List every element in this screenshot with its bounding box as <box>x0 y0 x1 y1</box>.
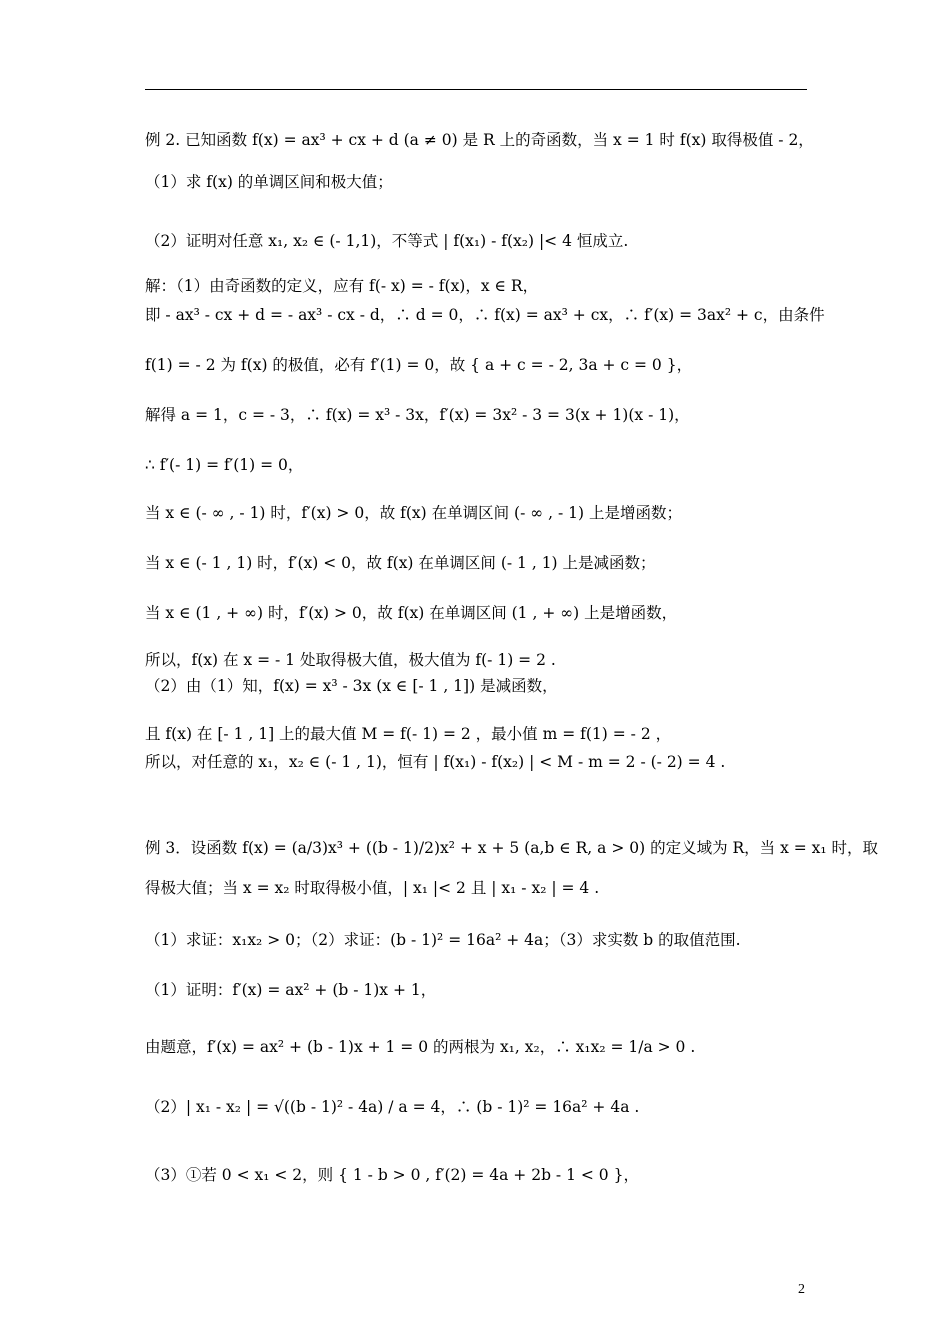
text-line-l20: 由题意，f′(x) = ax² + (b - 1)x + 1 = 0 的两根为 x₁, x₂，∴ x₁x₂ = 1/a > 0 . <box>145 1038 696 1056</box>
text-line-l15: 所以，对任意的 x₁，x₂ ∈ (- 1 , 1)，恒有 | f(x₁) - f(x₂) | < M - m = 2 - (- 2) = 4 . <box>145 753 726 771</box>
page-number: 2 <box>798 1282 805 1297</box>
text-line-l18: （1）求证：x₁x₂ > 0；（2）求证：(b - 1)² = 16a² + 4a；（3）求实数 b 的取值范围. <box>145 931 741 949</box>
text-line-l4: 解：（1）由奇函数的定义，应有 f(- x) = - f(x)，x ∈ R， <box>145 277 539 295</box>
text-line-l19: （1）证明：f′(x) = ax² + (b - 1)x + 1， <box>145 981 437 999</box>
text-line-l1: 例 2. 已知函数 f(x) = ax³ + cx + d (a ≠ 0) 是 R 上的奇函数，当 x = 1 时 f(x) 取得极值 - 2， <box>145 131 814 149</box>
text-line-l7: 解得 a = 1，c = - 3，∴ f(x) = x³ - 3x，f′(x) = 3x² - 3 = 3(x + 1)(x - 1)， <box>145 406 690 424</box>
text-line-l13: （2）由（1）知，f(x) = x³ - 3x (x ∈ [- 1 , 1]) 是减函数， <box>145 677 558 695</box>
text-line-l2: （1）求 f(x) 的单调区间和极大值； <box>145 173 393 191</box>
text-line-l9: 当 x ∈ (- ∞ , - 1) 时，f′(x) > 0，故 f(x) 在单调区间 (- ∞ , - 1) 上是增函数； <box>145 504 682 522</box>
text-line-l14: 且 f(x) 在 [- 1 , 1] 上的最大值 M = f(- 1) = 2 ，最小值 m = f(1) = - 2 ， <box>145 725 672 743</box>
text-line-l16: 例 3．设函数 f(x) = (a/3)x³ + ((b - 1)/2)x² + x + 5 (a,b ∈ R, a > 0) 的定义域为 R，当 x = x₁ 时，取 <box>145 839 879 857</box>
text-line-l6: f(1) = - 2 为 f(x) 的极值，必有 f′(1) = 0，故 { a + c = - 2, 3a + c = 0 }， <box>145 356 693 374</box>
text-line-l5: 即 - ax³ - cx + d = - ax³ - cx - d，∴ d = 0，∴ f(x) = ax³ + cx，∴ f′(x) = 3ax² + c，由条件 <box>145 306 825 324</box>
header-rule <box>145 89 807 90</box>
text-line-l3: （2）证明对任意 x₁, x₂ ∈ (- 1,1)，不等式 | f(x₁) - f(x₂) |< 4 恒成立. <box>145 232 629 250</box>
text-line-l11: 当 x ∈ (1 , + ∞) 时，f′(x) > 0，故 f(x) 在单调区间 (1 , + ∞) 上是增函数， <box>145 604 678 622</box>
text-line-l17: 得极大值；当 x = x₂ 时取得极小值，| x₁ |< 2 且 | x₁ - x₂ | = 4 . <box>145 879 600 897</box>
text-line-l12: 所以，f(x) 在 x = - 1 处取得极大值，极大值为 f(- 1) = 2 . <box>145 651 556 669</box>
text-line-l10: 当 x ∈ (- 1 , 1) 时，f′(x) < 0，故 f(x) 在单调区间 (- 1 , 1) 上是减函数； <box>145 554 656 572</box>
text-line-l8: ∴ f′(- 1) = f′(1) = 0， <box>145 456 304 474</box>
text-line-l21: （2）| x₁ - x₂ | = √((b - 1)² - 4a) / a = 4，∴ (b - 1)² = 16a² + 4a . <box>145 1098 640 1116</box>
text-line-l22: （3）①若 0 < x₁ < 2，则 { 1 - b > 0 , f′(2) = 4a + 2b - 1 < 0 }， <box>145 1166 639 1184</box>
